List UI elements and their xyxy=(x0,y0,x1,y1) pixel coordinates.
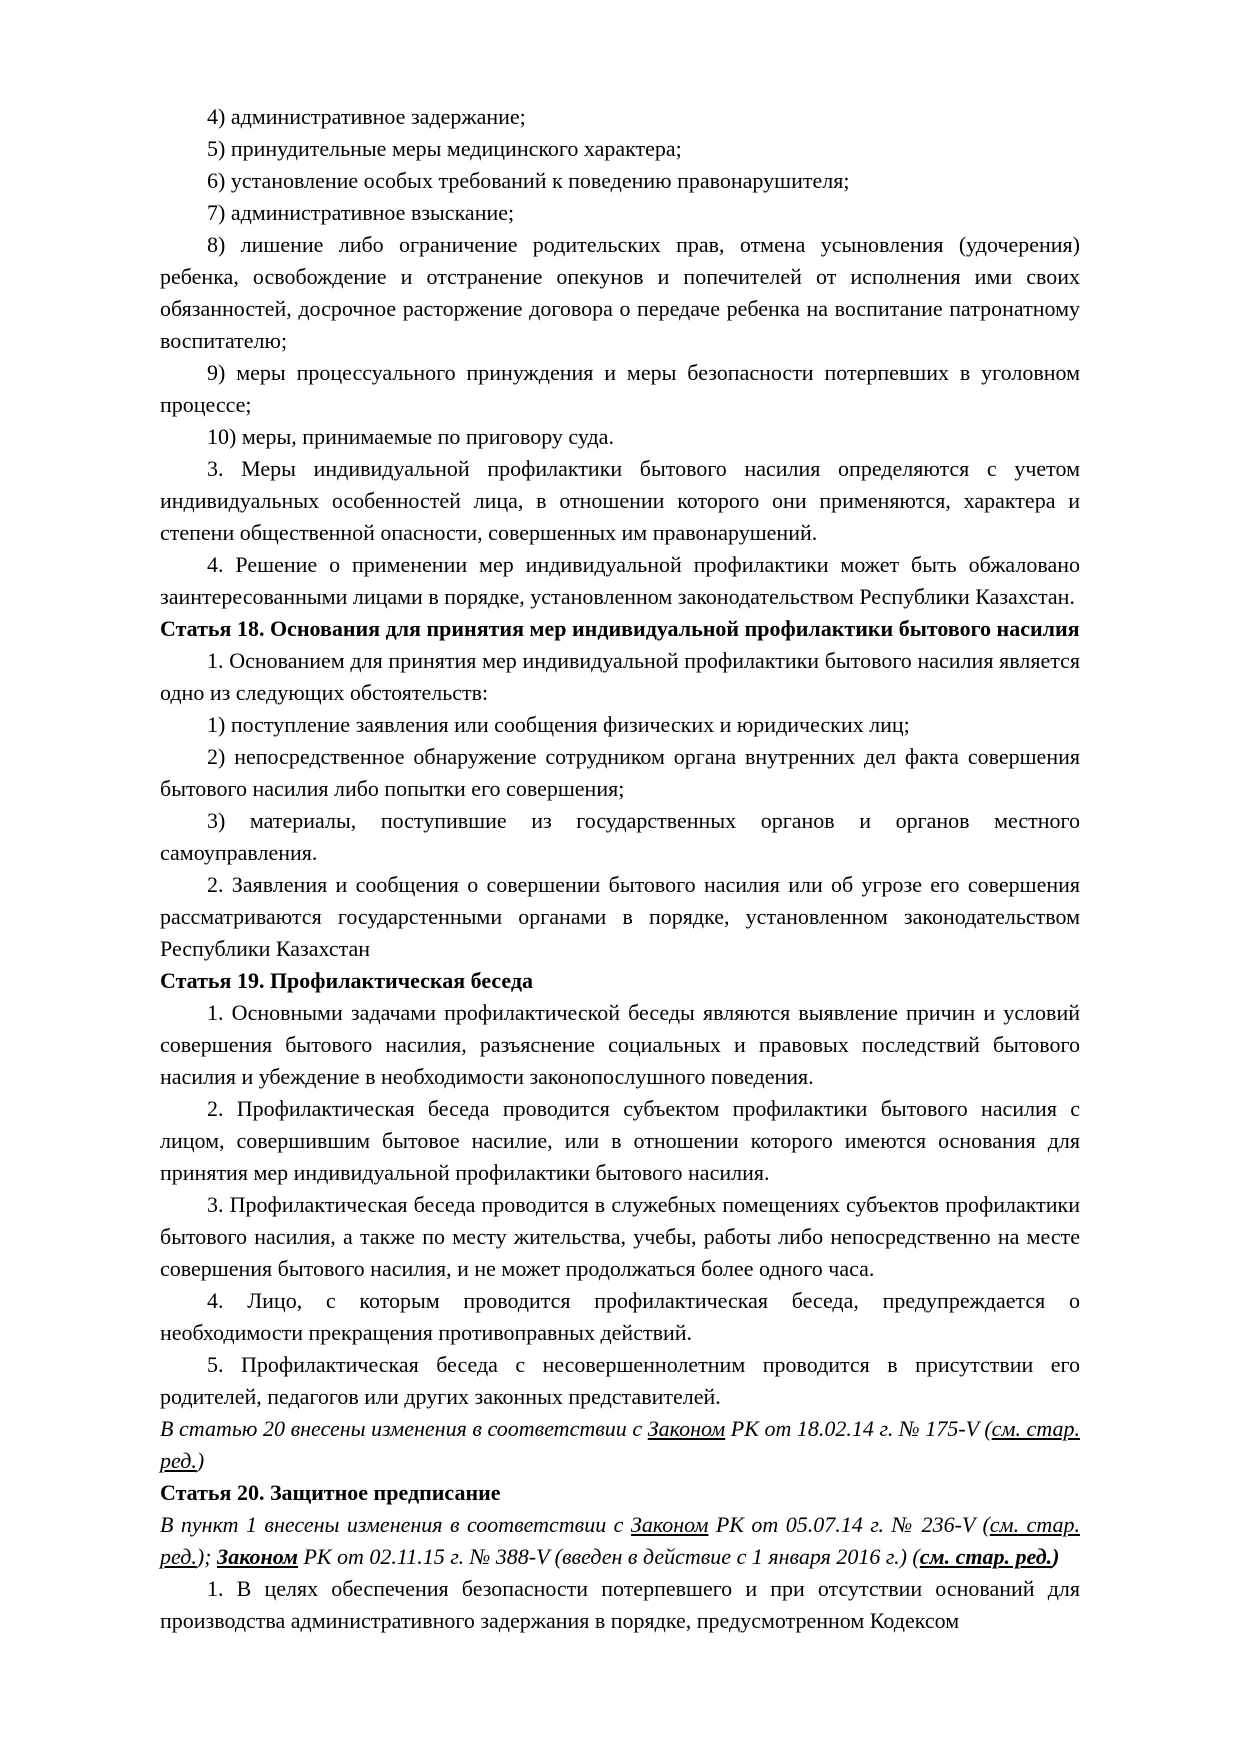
article-heading xyxy=(160,1477,1080,1509)
article-heading xyxy=(160,613,1080,645)
text-run: Статья 19. Профилактическая беседа xyxy=(160,968,534,993)
amendment-note xyxy=(160,1413,1080,1477)
text-run: В пункт 1 внесены изменения в соответствии с xyxy=(160,1512,631,1537)
text-run: 2. Заявления и сообщения о совершении бытового насилия или об угрозе его совершения рассматриваются государстенными органами в порядке, установленном законодательством Республики Казахстан xyxy=(160,872,1080,961)
paragraph xyxy=(160,549,1080,613)
text-run: 1. Основными задачами профилактической беседы являются выявление причин и условий совершения бытового насилия, разъяснение социальных и правовых последствий бытового насилия и убеждение в необходимости законопослушного поведения. xyxy=(160,1000,1080,1089)
text-run: 3. Профилактическая беседа проводится в служебных помещениях субъектов профилактики бытового насилия, а также по месту жительства, учебы, работы либо непосредственно на месте совершения бытового насилия, и не может продолжаться более одного часа. xyxy=(160,1192,1080,1281)
document-content xyxy=(160,101,1080,1637)
text-run: 4) административное задержание; xyxy=(207,104,526,129)
text-run: 6) установление особых требований к поведению правонарушителя; xyxy=(207,168,850,193)
text-run: 2. Профилактическая беседа проводится субъектом профилактики бытового насилия с лицом, совершившим бытовое насилие, или в отношении которого имеются основания для принятия мер индивидуальной профилактики бытового насилия. xyxy=(160,1096,1080,1185)
text-run: РК от 02.11.15 г. № 388-V (введен в действие с 1 января 2016 г.) ( xyxy=(297,1544,920,1569)
paragraph xyxy=(160,421,1080,453)
text-run: 9) меры процессуального принуждения и меры безопасности потерпевших в уголовном процессе; xyxy=(160,360,1080,417)
paragraph xyxy=(160,645,1080,709)
text-run: Статья 18. Основания для принятия мер индивидуальной профилактики бытового насилия xyxy=(160,616,1080,641)
text-run: РК от 05.07.14 г. № 236-V ( xyxy=(708,1512,990,1537)
paragraph xyxy=(160,165,1080,197)
paragraph xyxy=(160,869,1080,965)
amendment-note xyxy=(160,1509,1080,1573)
text-run: 1. В целях обеспечения безопасности потерпевшего и при отсутствии оснований для производства административного задержания в порядке, предусмотренном Кодексом xyxy=(160,1576,1080,1633)
paragraph xyxy=(160,1189,1080,1285)
old-revision-link[interactable]: см. стар. ред. xyxy=(160,1416,1080,1473)
text-run: 1) поступление заявления или сообщения физических и юридических лиц; xyxy=(207,712,910,737)
text-run: 4. Лицо, с которым проводится профилактическая беседа, предупреждается о необходимости прекращения противоправных действий. xyxy=(160,1288,1080,1345)
paragraph xyxy=(160,357,1080,421)
text-run: 2) непосредственное обнаружение сотрудником органа внутренних дел факта совершения бытового насилия либо попытки его совершения; xyxy=(160,744,1080,801)
text-run: 10) меры, принимаемые по приговору суда. xyxy=(207,424,614,449)
paragraph xyxy=(160,197,1080,229)
text-run: 3) материалы, поступившие из государственных органов и органов местного самоуправления. xyxy=(160,808,1080,865)
text-run: ); xyxy=(196,1544,218,1569)
old-revision-link[interactable]: см. стар. ред. xyxy=(919,1544,1053,1569)
paragraph xyxy=(160,805,1080,869)
paragraph xyxy=(160,101,1080,133)
article-heading xyxy=(160,965,1080,997)
paragraph xyxy=(160,741,1080,805)
text-run: 3. Меры индивидуальной профилактики бытового насилия определяются с учетом индивидуальных особенностей лица, в отношении которого они применяются, характера и степени общественной опасности, совершенных им правонарушений. xyxy=(160,456,1080,545)
law-link[interactable]: Законом xyxy=(647,1416,726,1441)
paragraph xyxy=(160,1349,1080,1413)
paragraph xyxy=(160,997,1080,1093)
text-run: 5) принудительные меры медицинского характера; xyxy=(207,136,682,161)
paragraph xyxy=(160,1573,1080,1637)
old-revision-link[interactable]: см. стар. ред. xyxy=(160,1512,1080,1569)
law-link[interactable]: Законом xyxy=(217,1544,298,1569)
paragraph xyxy=(160,133,1080,165)
law-link[interactable]: Законом xyxy=(630,1512,709,1537)
text-run: ) xyxy=(1052,1544,1060,1569)
text-run: ) xyxy=(196,1448,205,1473)
paragraph xyxy=(160,709,1080,741)
text-run: 4. Решение о применении мер индивидуальной профилактики может быть обжаловано заинтересованными лицами в порядке, установленном законодательством Республики Казахстан. xyxy=(160,552,1080,609)
text-run: Статья 20. Защитное предписание xyxy=(160,1480,501,1505)
text-run: 5. Профилактическая беседа с несовершеннолетним проводится в присутствии его родителей, педагогов или других законных представителей. xyxy=(160,1352,1080,1409)
text-run: 7) административное взыскание; xyxy=(207,200,515,225)
paragraph xyxy=(160,229,1080,357)
text-run: В статью 20 внесены изменения в соответствии с xyxy=(160,1416,648,1441)
paragraph xyxy=(160,1285,1080,1349)
text-run: 1. Основанием для принятия мер индивидуальной профилактики бытового насилия является одно из следующих обстоятельств: xyxy=(160,648,1080,705)
text-run: 8) лишение либо ограничение родительских прав, отмена усыновления (удочерения) ребенка, освобождение и отстранение опекунов и попечителей от исполнения ими своих обязанностей, досрочное расторжение договора о передаче ребенка на воспитание патронатному воспитателю; xyxy=(160,232,1080,353)
paragraph xyxy=(160,1093,1080,1189)
paragraph xyxy=(160,453,1080,549)
text-run: РК от 18.02.14 г. № 175-V ( xyxy=(725,1416,992,1441)
